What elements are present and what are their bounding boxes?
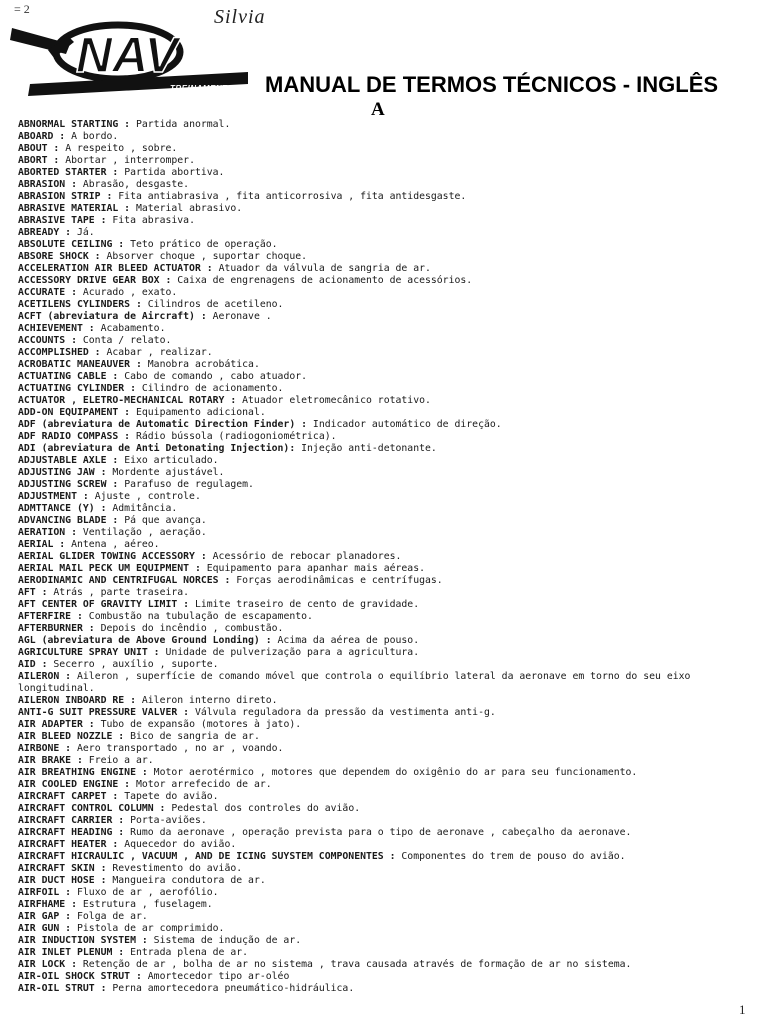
glossary-entry — [18, 935, 758, 947]
glossary-entry — [18, 323, 758, 335]
entry-definition: Caixa de engrenagens de acionamento de acessórios. — [177, 275, 473, 286]
entry-definition: Acurado , exato. — [82, 287, 178, 298]
entry-definition: Limite traseiro de cento de gravidade. — [194, 599, 420, 610]
entry-definition: Aileron , superfície de comando móvel que controla o equilíbrio lateral da aeronave em torno do seu eixo longitudinal. — [18, 671, 697, 694]
entry-term: ACETILENS CYLINDERS : — [18, 299, 142, 310]
entry-definition: Admitância. — [112, 503, 178, 514]
glossary-entry — [18, 347, 758, 359]
glossary-entry — [18, 803, 758, 815]
glossary-entry — [18, 551, 758, 563]
entry-term: AERIAL : — [18, 539, 66, 550]
entry-definition: Antena , aéreo. — [71, 539, 160, 550]
entry-definition: Acabar , realizar. — [106, 347, 213, 358]
entry-definition: Secerro , auxílio , suporte. — [53, 659, 219, 670]
entry-definition: Componentes do trem de pouso do avião. — [401, 851, 626, 862]
entry-term: AIRCRAFT CARPET : — [18, 791, 119, 802]
entry-definition: A respeito , sobre. — [65, 143, 178, 154]
glossary-entry — [18, 131, 758, 143]
entry-term: AFTERFIRE : — [18, 611, 83, 622]
entry-term: AIRCRAFT HICRAULIC , VACUUM , AND DE ICING SUYSTEM COMPONENTES : — [18, 851, 396, 862]
glossary-entry — [18, 827, 758, 839]
entry-term: ADF (abreviatura de Automatic Direction Finder) : — [18, 419, 308, 430]
glossary-entry — [18, 479, 758, 491]
glossary-entry — [18, 791, 758, 803]
entry-term: ACTUATING CYLINDER : — [18, 383, 136, 394]
entry-term: ABRASION : — [18, 179, 77, 190]
glossary-entry — [18, 395, 758, 407]
glossary-entry — [18, 947, 758, 959]
entry-term: AILERON : — [18, 671, 72, 682]
entry-term: ABSOLUTE CEILING : — [18, 239, 125, 250]
entry-definition: Pistola de ar comprimido. — [77, 923, 225, 934]
entry-definition: Rumo da aeronave , operação prevista para o tipo de aeronave , cabeçalho da aeronave. — [130, 827, 632, 838]
entry-term: AIRCRAFT HEADING : — [18, 827, 125, 838]
glossary-entry — [18, 311, 758, 323]
glossary-entry — [18, 755, 758, 767]
glossary-entry — [18, 287, 758, 299]
glossary-entry — [18, 731, 758, 743]
entry-definition: Ajuste , controle. — [94, 491, 201, 502]
entry-definition: Porta-aviões. — [130, 815, 207, 826]
entry-definition: Abortar , interromper. — [65, 155, 195, 166]
entry-definition: Partida abortiva. — [124, 167, 225, 178]
entry-definition: Freio a ar. — [88, 755, 154, 766]
entry-definition: Abrasão, desgaste. — [82, 179, 190, 190]
entry-term: AIR GUN : — [18, 923, 72, 934]
entry-term: ABRASION STRIP : — [18, 191, 113, 202]
entry-term: AIR-OIL STRUT : — [18, 983, 107, 994]
glossary-entry — [18, 887, 758, 899]
entry-definition: A bordo. — [71, 131, 119, 142]
entry-term: AIR BREATHING ENGINE : — [18, 767, 148, 778]
entry-term: ACFT (abreviatura de Aircraft) : — [18, 311, 207, 322]
entry-definition: Cilindro de acionamento. — [141, 383, 284, 394]
glossary-entry — [18, 851, 758, 863]
glossary-entry — [18, 695, 758, 707]
entry-definition: Válvula reguladora da pressão da vestimenta anti-g. — [194, 707, 496, 718]
entry-term: AIR DUCT HOSE : — [18, 875, 107, 886]
entry-definition: Amortecedor tipo ar-oléo — [147, 971, 290, 982]
entry-term: AIR BRAKE : — [18, 755, 83, 766]
entry-term: ACCESSORY DRIVE GEAR BOX : — [18, 275, 172, 286]
entry-definition: Tubo de expansão (motores à jato). — [100, 719, 302, 730]
glossary-entry — [18, 275, 758, 287]
entry-definition: Cabo de comando , cabo atuador. — [124, 371, 308, 382]
glossary-entry — [18, 743, 758, 755]
glossary-entry — [18, 959, 758, 971]
entry-definition: Pá que avança. — [124, 515, 207, 526]
glossary-entry — [18, 155, 758, 167]
glossary-entry — [18, 635, 758, 647]
entry-term: AIR INDUCTION SYSTEM : — [18, 935, 148, 946]
glossary-entry — [18, 839, 758, 851]
entry-definition: Equipamento adicional. — [135, 407, 266, 418]
entry-definition: Aileron interno direto. — [141, 695, 278, 706]
glossary-entry — [18, 215, 758, 227]
glossary-entry — [18, 575, 758, 587]
page-title: MANUAL DE TERMOS TÉCNICOS - INGLÊS — [265, 72, 719, 97]
glossary-entry — [18, 659, 758, 671]
entry-term: AERODINAMIC AND CENTRIFUGAL NORCES : — [18, 575, 231, 586]
entry-definition: Aquecedor do avião. — [124, 839, 237, 850]
glossary-entry — [18, 707, 758, 719]
glossary-entry — [18, 971, 758, 983]
entry-term: ADD-ON EQUIPAMENT : — [18, 407, 131, 418]
glossary-entry — [18, 239, 758, 251]
entry-term: ABOUT : — [18, 143, 60, 154]
entry-term: AIR LOCK : — [18, 959, 77, 970]
entry-definition: Aero transportado , no ar , voando. — [77, 743, 284, 754]
entry-term: ABRASIVE TAPE : — [18, 215, 107, 226]
corner-mark: = 2 — [14, 2, 30, 16]
entry-definition: Já. — [77, 227, 95, 238]
glossary-entry — [18, 371, 758, 383]
entry-term: AGRICULTURE SPRAY UNIT : — [18, 647, 160, 658]
entry-definition: Retenção de ar , bolha de ar no sistema , trava causada através de formação de ar no sistema. — [82, 959, 632, 970]
glossary-entry — [18, 203, 758, 215]
entry-term: AFT : — [18, 587, 48, 598]
entry-term: AERATION : — [18, 527, 77, 538]
glossary-entry — [18, 467, 758, 479]
entry-term: ABREADY : — [18, 227, 72, 238]
entry-definition: Estrutura , fuselagem. — [82, 899, 213, 910]
glossary-entry — [18, 263, 758, 275]
entry-term: ADJUSTABLE AXLE : — [18, 455, 119, 466]
glossary-entry — [18, 563, 758, 575]
glossary-entry — [18, 539, 758, 551]
glossary-entry — [18, 779, 758, 791]
entry-term: AIRCRAFT HEATER : — [18, 839, 119, 850]
entry-term: AIRFOIL : — [18, 887, 72, 898]
glossary-entry — [18, 167, 758, 179]
glossary-entry — [18, 671, 758, 695]
entry-term: ACROBATIC MANEAUVER : — [18, 359, 142, 370]
entry-term: AIR GAP : — [18, 911, 72, 922]
glossary-entry — [18, 407, 758, 419]
glossary-entry — [18, 251, 758, 263]
entry-term: ABORT : — [18, 155, 60, 166]
entry-term: ADVANCING BLADE : — [18, 515, 119, 526]
entry-definition: Pedestal dos controles do avião. — [171, 803, 361, 814]
entry-definition: Perna amortecedora pneumático-hidráulica. — [112, 983, 355, 994]
entry-definition: Eixo articulado. — [124, 455, 219, 466]
entry-term: AIRBONE : — [18, 743, 72, 754]
entry-term: AID : — [18, 659, 48, 670]
entry-term: ADMTTANCE (Y) : — [18, 503, 107, 514]
entry-term: ABOARD : — [18, 131, 66, 142]
entry-term: ADI (abreviatura de Anti Detonating Injection): — [18, 443, 296, 454]
entry-definition: Ventilação , aeração. — [82, 527, 207, 538]
entry-term: ADF RADIO COMPASS : — [18, 431, 131, 442]
entry-definition: Revestimento do avião. — [112, 863, 243, 874]
entry-definition: Injeção anti-detonante. — [301, 443, 437, 454]
entry-definition: Unidade de pulverização para a agricultura. — [165, 647, 420, 658]
glossary-entry — [18, 491, 758, 503]
entry-term: ABRASIVE MATERIAL : — [18, 203, 131, 214]
glossary-entry — [18, 623, 758, 635]
entry-definition: Forças aerodinâmicas e centrífugas. — [236, 575, 443, 586]
entry-definition: Acessório de rebocar planadores. — [212, 551, 402, 562]
entry-term: ADJUSTING JAW : — [18, 467, 107, 478]
entry-definition: Fita antiabrasiva , fita anticorrosiva , fita antidesgaste. — [118, 191, 467, 202]
logo-band-text: TREINAMENTOS — [170, 84, 240, 93]
glossary-entry — [18, 443, 758, 455]
entry-term: AIR COOLED ENGINE : — [18, 779, 131, 790]
entry-term: ANTI-G SUIT PRESSURE VALVER : — [18, 707, 190, 718]
glossary-entry — [18, 719, 758, 731]
entry-definition: Motor arrefecido de ar. — [135, 779, 272, 790]
entry-term: AIR INLET PLENUM : — [18, 947, 125, 958]
entry-term: AERIAL GLIDER TOWING ACCESSORY : — [18, 551, 207, 562]
entry-definition: Atuador eletromecânico rotativo. — [242, 395, 431, 406]
section-letter: A — [371, 99, 385, 120]
entry-term: ABSORE SHOCK : — [18, 251, 101, 262]
entry-definition: Mordente ajustável. — [112, 467, 225, 478]
glossary-entry — [18, 815, 758, 827]
entry-definition: Rádio bússola (radiogoniométrica). — [135, 431, 337, 442]
entry-term: ADJUSTMENT : — [18, 491, 89, 502]
entry-term: AERIAL MAIL PECK UM EQUIPMENT : — [18, 563, 201, 574]
entry-term: ACTUATOR , ELETRO-MECHANICAL ROTARY : — [18, 395, 237, 406]
entry-definition: Manobra acrobática. — [147, 359, 260, 370]
entry-definition: Cilindros de acetileno. — [147, 299, 284, 310]
entry-term: AGL (abreviatura de Above Ground Londing) : — [18, 635, 272, 646]
glossary-entry — [18, 419, 758, 431]
glossary-entry — [18, 911, 758, 923]
entry-term: AFTERBURNER : — [18, 623, 95, 634]
entry-term: ADJUSTING SCREW : — [18, 479, 119, 490]
glossary-entry — [18, 431, 758, 443]
glossary-entry — [18, 119, 758, 131]
entry-term: AIRCRAFT CARRIER : — [18, 815, 125, 826]
entry-term: ACCOUNTS : — [18, 335, 77, 346]
entry-definition: Atrás , parte traseira. — [53, 587, 190, 598]
entry-definition: Sistema de indução de ar. — [153, 935, 302, 946]
glossary-entry — [18, 647, 758, 659]
glossary-entry — [18, 983, 758, 995]
handwritten-name: Silvia — [214, 6, 266, 28]
entry-definition: Material abrasivo. — [135, 203, 243, 214]
entry-definition: Aeronave . — [212, 311, 272, 322]
entry-definition: Absorver choque , suportar choque. — [106, 251, 308, 262]
entry-term: ABNORMAL STARTING : — [18, 119, 131, 130]
entry-term: ACCELERATION AIR BLEED ACTUATOR : — [18, 263, 213, 274]
entry-definition: Motor aerotérmico , motores que dependem do oxigênio do ar para seu funcionamento. — [153, 767, 638, 778]
glossary-entry — [18, 923, 758, 935]
glossary-entry — [18, 335, 758, 347]
entry-term: ACHIEVEMENT : — [18, 323, 95, 334]
entry-definition: Entrada plena de ar. — [130, 947, 249, 958]
glossary-entry — [18, 875, 758, 887]
entry-term: ACCURATE : — [18, 287, 77, 298]
entry-definition: Acima da aérea de pouso. — [277, 635, 420, 646]
glossary-entry — [18, 611, 758, 623]
entry-term: ABORTED STARTER : — [18, 167, 119, 178]
entry-term: AFT CENTER OF GRAVITY LIMIT : — [18, 599, 190, 610]
glossary-entry — [18, 899, 758, 911]
entry-term: ACTUATING CABLE : — [18, 371, 119, 382]
glossary-entry — [18, 599, 758, 611]
entry-definition: Parafuso de regulagem. — [124, 479, 254, 490]
entry-definition: Acabamento. — [100, 323, 166, 334]
entry-term: ACCOMPLISHED : — [18, 347, 101, 358]
entry-definition: Depois do incêndio , combustão. — [100, 623, 284, 634]
entry-definition: Fita abrasiva. — [112, 215, 195, 226]
page-number: 1 — [739, 1002, 746, 1017]
glossary-entry — [18, 179, 758, 191]
entry-definition: Mangueira condutora de ar. — [112, 875, 266, 886]
entry-definition: Tapete do avião. — [124, 791, 219, 802]
glossary-list — [18, 119, 758, 995]
entry-definition: Bico de sangria de ar. — [130, 731, 260, 742]
entry-term: AIRCRAFT SKIN : — [18, 863, 107, 874]
entry-term: AIR ADAPTER : — [18, 719, 95, 730]
entry-definition: Atuador da válvula de sangria de ar. — [218, 263, 431, 274]
entry-definition: Equipamento para apanhar mais aéreas. — [206, 563, 425, 574]
glossary-entry — [18, 455, 758, 467]
nav-treinamentos-logo — [10, 14, 248, 98]
entry-term: AIR-OIL SHOCK STRUT : — [18, 971, 142, 982]
entry-definition: Teto prático de operação. — [130, 239, 278, 250]
glossary-entry — [18, 863, 758, 875]
entry-definition: Indicador automático de direção. — [312, 419, 502, 430]
glossary-entry — [18, 191, 758, 203]
logo-letters: NAV — [76, 27, 178, 83]
glossary-entry — [18, 299, 758, 311]
glossary-entry — [18, 527, 758, 539]
entry-definition: Combustão na tubulação de escapamento. — [88, 611, 313, 622]
entry-term: AILERON INBOARD RE : — [18, 695, 136, 706]
entry-definition: Partida anormal. — [135, 119, 231, 130]
entry-term: AIR BLEED NOZZLE : — [18, 731, 125, 742]
entry-definition: Fluxo de ar , aerofólio. — [77, 887, 219, 898]
glossary-entry — [18, 515, 758, 527]
entry-term: AIRFHAME : — [18, 899, 77, 910]
glossary-entry — [18, 143, 758, 155]
glossary-entry — [18, 227, 758, 239]
glossary-entry — [18, 503, 758, 515]
entry-definition: Folga de ar. — [77, 911, 148, 922]
glossary-entry — [18, 383, 758, 395]
entry-term: AIRCRAFT CONTROL COLUMN : — [18, 803, 166, 814]
entry-definition: Conta / relato. — [82, 335, 172, 346]
glossary-entry — [18, 767, 758, 779]
glossary-entry — [18, 359, 758, 371]
glossary-entry — [18, 587, 758, 599]
